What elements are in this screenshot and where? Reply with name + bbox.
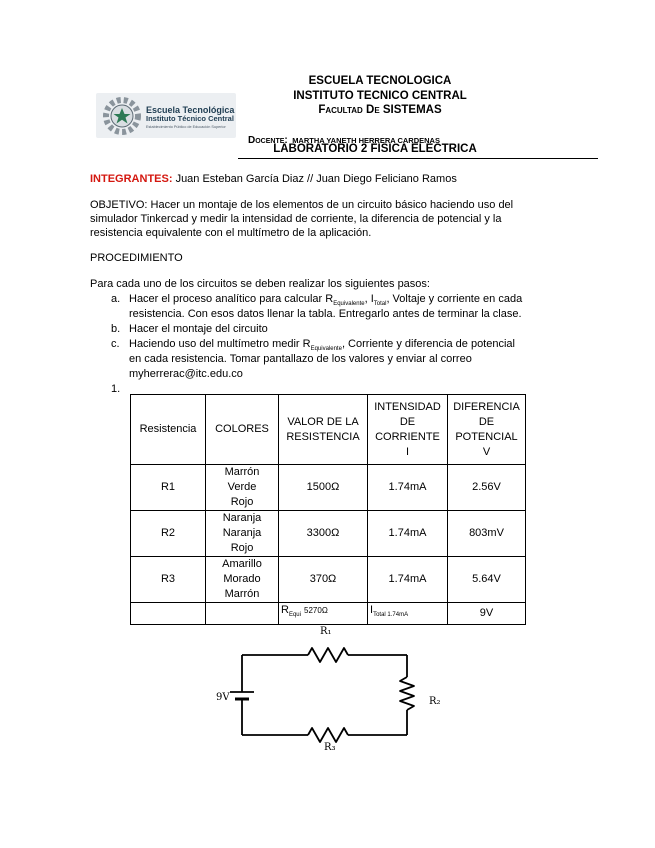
circuit-diagram: [200, 620, 460, 755]
row-r2-color1: Naranja: [222, 512, 262, 524]
header-intensidad-l1: INTENSIDAD: [374, 400, 441, 413]
row-r3-name: R3: [131, 557, 206, 603]
item-c-text1: Haciendo uso del multímetro medir R: [129, 338, 311, 350]
row-r2-value: 3300Ω: [279, 511, 368, 557]
item-c-sub1: Equivalente: [310, 346, 342, 353]
objetivo-line2: simulador Tinkercad y medir la intensidad de corriente, la diferencia de potencial y la: [90, 213, 502, 225]
header-valor: [279, 395, 368, 465]
totals-req-sub: Equi: [288, 612, 301, 619]
label-r2: R₂: [429, 696, 441, 707]
item-b-text: Hacer el montaje del circuito: [129, 323, 268, 335]
header-intensidad-l3: CORRIENTE: [375, 430, 440, 443]
row-r1-name: R1: [131, 465, 206, 511]
header-valor-l2: RESISTENCIA: [286, 430, 360, 443]
row-r2-voltage: 803mV: [448, 511, 526, 557]
procedimiento-title: PROCEDIMIENTO: [90, 252, 183, 264]
header-resistencia: Resistencia: [131, 395, 206, 465]
item-a-sub1: Equivalente: [333, 301, 365, 308]
row-r1-current: 1.74mA: [368, 465, 448, 511]
row-r2-color3: Rojo: [230, 542, 254, 554]
row-r3-voltage: 5.64V: [448, 557, 526, 603]
header-diferencia-l4: V: [482, 445, 491, 458]
item-a-text2: , I: [364, 293, 374, 305]
row-r2-current: 1.74mA: [368, 511, 448, 557]
totals-empty-1: [131, 603, 206, 625]
header-diferencia-l3: POTENCIAL: [455, 430, 518, 443]
faculty-title: [230, 104, 530, 116]
integrantes-line: [90, 172, 457, 187]
header-colores: COLORES: [206, 395, 279, 465]
row-r1-color1: Marrón: [224, 466, 260, 478]
objetivo-line3: resistencia equivalente con el multímetro de la aplicación.: [90, 227, 372, 239]
item-c-line2: en cada resistencia. Tomar pantallazo de los valores y enviar al correo: [129, 353, 472, 365]
gear-logo-icon: [100, 95, 144, 137]
logo-name-line2: Instituto Técnico Central: [146, 114, 234, 123]
totals-req-value: 5270Ω: [304, 606, 328, 616]
row-r2-color2: Naranja: [222, 527, 262, 539]
table-header-row: [131, 395, 526, 465]
results-table: [130, 394, 526, 625]
label-source: 9V: [216, 692, 230, 703]
row-r2-name: R2: [131, 511, 206, 557]
resistor-r3: [308, 728, 348, 742]
header-intensidad-l4: I: [405, 445, 410, 458]
faculty-prefix: Facultad De: [318, 104, 380, 116]
integrantes-names: Juan Esteban García Diaz // Juan Diego Feliciano Ramos: [175, 173, 457, 185]
row-r2-colors: [206, 511, 279, 557]
header-diferencia: [448, 395, 526, 465]
item-b-mark: b.: [111, 323, 121, 335]
totals-vtotal: 9V: [448, 603, 526, 625]
table-row: [131, 557, 526, 603]
table-row: [131, 511, 526, 557]
lab-title: LABORATORIO 2 FISICA ELECTRICA: [273, 143, 477, 155]
totals-itotal-main: I: [370, 604, 374, 617]
objetivo-line1: OBJETIVO: Hacer un montaje de los elementos de un circuito básico haciendo uso del: [90, 199, 514, 211]
item-a-mark: a.: [111, 293, 121, 305]
row-r1-voltage: 2.56V: [448, 465, 526, 511]
row-r3-color3: Marrón: [224, 588, 260, 600]
header-intensidad: [368, 395, 448, 465]
resistor-r2: [400, 677, 414, 710]
header-divider: [238, 158, 598, 159]
header-diferencia-l2: DE: [478, 415, 495, 428]
label-r1: R₁: [320, 626, 332, 637]
item-a-text3: , Voltaje y corriente en cada: [386, 293, 523, 305]
header-diferencia-l1: DIFERENCIA: [453, 400, 520, 413]
item-a-sub2: Total: [373, 301, 387, 308]
row-r3-colors: [206, 557, 279, 603]
school-title: ESCUELA TECNOLOGICA: [308, 75, 452, 87]
row-r3-value: 370Ω: [279, 557, 368, 603]
logo-name-line1: Escuela Tecnológica: [146, 105, 235, 115]
row-r1-color3: Rojo: [230, 496, 254, 508]
item-a-text1: Hacer el proceso analítico para calcular R: [129, 293, 334, 305]
item-a-line2: resistencia. Con esos datos llenar la tabla. Entregarlo antes de terminar la clase.: [129, 308, 522, 320]
totals-req-main: R: [281, 604, 289, 617]
row-r3-color2: Morado: [223, 573, 261, 585]
logo-tagline: Establecimiento Público de Educación Superior: [146, 125, 226, 129]
totals-itotal-sub: Total 1.74mA: [373, 612, 409, 619]
header-valor-l1: VALOR DE LA: [287, 415, 359, 428]
item-c-mark: c.: [111, 338, 120, 350]
resistor-r1: [308, 648, 348, 662]
faculty-name: SISTEMAS: [382, 104, 442, 116]
label-r3: R₃: [324, 742, 336, 753]
teacher-name: MARTHA YANETH HERRERA CARDENAS: [292, 136, 440, 145]
row-r1-colors: [206, 465, 279, 511]
item-c-text2: , Corriente y diferencia de potencial: [341, 338, 515, 350]
procedimiento-intro: Para cada uno de los circuitos se deben realizar los siguientes pasos:: [90, 278, 430, 290]
table-row: [131, 465, 526, 511]
integrantes-label: INTEGRANTES:: [90, 173, 173, 185]
item-c-email[interactable]: myherrerac@itc.edu.co: [129, 368, 243, 380]
item-1-mark: 1.: [111, 383, 121, 395]
row-r1-color2: Verde: [227, 481, 257, 493]
institute-title: INSTITUTO TECNICO CENTRAL: [293, 90, 467, 102]
header-intensidad-l2: DE: [399, 415, 416, 428]
row-r3-current: 1.74mA: [368, 557, 448, 603]
row-r3-color1: Amarillo: [222, 558, 262, 570]
row-r1-value: 1500Ω: [279, 465, 368, 511]
teacher-label: Docente:: [248, 135, 288, 146]
